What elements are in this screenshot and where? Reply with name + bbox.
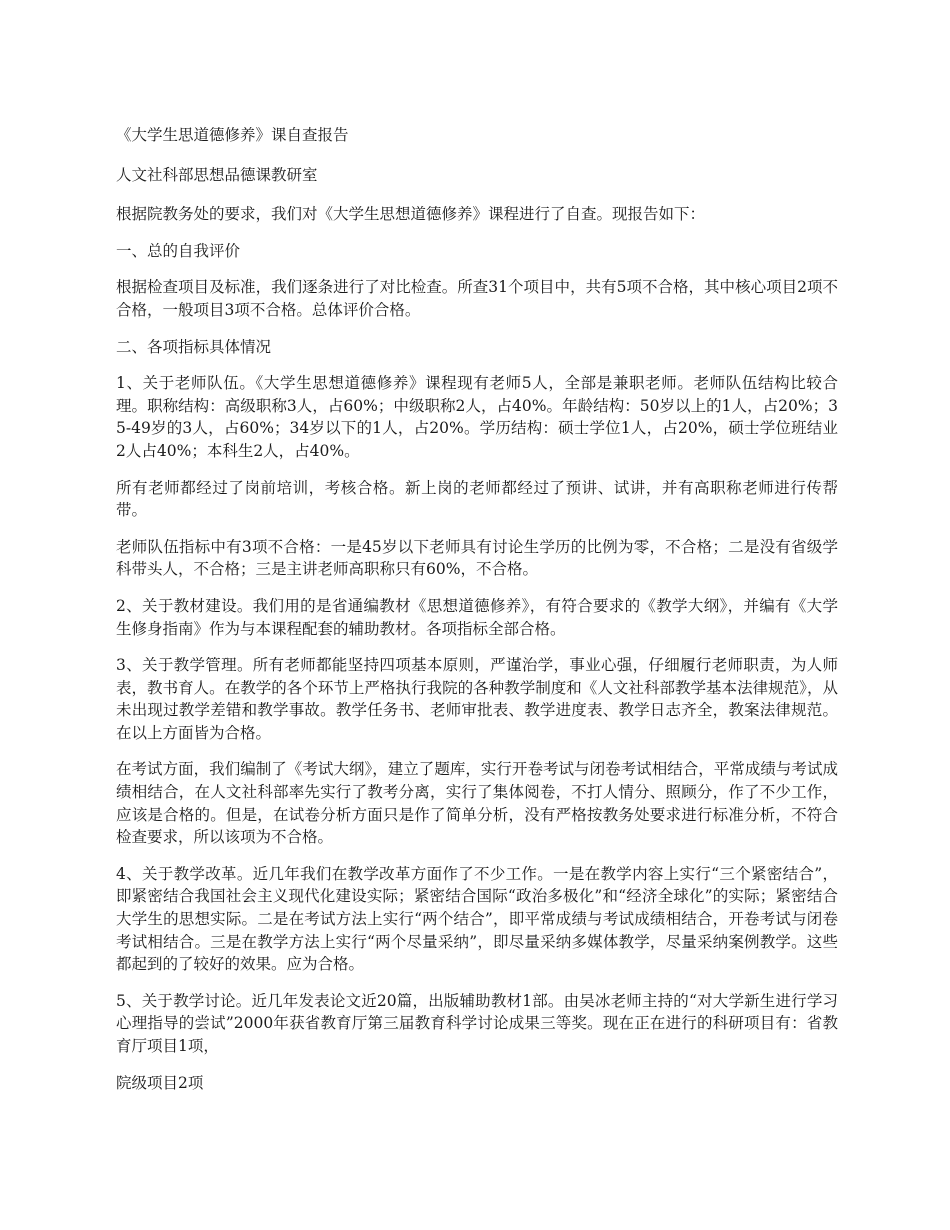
document-page xyxy=(116,124,838,1108)
teacher-unqualified-paragraph: 老师队伍指标中有3项不合格：一是45岁以下老师具有讨论生学历的比例为零，不合格；二是没有省级学科带头人，不合格；三是主讲老师高职称只有60%，不合格。 xyxy=(116,537,838,579)
training-paragraph: 所有老师都经过了岗前培训，考核合格。新上岗的老师都经过了预讲、试讲，并有高职称老师进行传帮带。 xyxy=(116,478,838,520)
exam-paragraph: 在考试方面，我们编制了《考试大纲》，建立了题库，实行开卷考试与闭卷考试相结合，平常成绩与考试成绩相结合，在人文社科部率先实行了教考分离，实行了集体阅卷，不打人情分、照顾分，作了不少工作，应该是合格的。但是，在试卷分析方面只是作了简单分析，没有严格按教务处要求进行标准分析，不符合检查要求，所以该项为不合格。 xyxy=(116,760,838,847)
teaching-reform-paragraph: 4、关于教学改革。近几年我们在教学改革方面作了不少工作。一是在教学内容上实行“三个紧密结合”，即紧密结合我国社会主义现代化建设实际；紧密结合国际“政治多极化”和“经济全球化”的实际；紧密结合大学生的思想实际。二是在考试方法上实行“两个结合”，即平常成绩与考试成绩相结合，开卷考试与闭卷考试相结合。三是在教学方法上实行“两个尽量采纳”，即尽量采纳多媒体教学，尽量采纳案例教学。这些都起到的了较好的效果。应为合格。 xyxy=(116,864,838,974)
teaching-management-paragraph: 3、关于教学管理。所有老师都能坚持四项基本原则，严谨治学，事业心强，仔细履行老师职责，为人师表，教书育人。在教学的各个环节上严格执行我院的各种教学制度和《人文社科部教学基本法律规范》，从未出现过教学差错和教学事故。教学任务书、老师审批表、教学进度表、教学日志齐全，教案法律规范。在以上方面皆为合格。 xyxy=(116,656,838,742)
college-projects-line: 院级项目2项 xyxy=(116,1073,204,1092)
teacher-team-paragraph: 1、关于老师队伍。《大学生思想道德修养》课程现有老师5人，全部是兼职老师。老师队伍结构比较合理。职称结构：高级职称3人，占60%；中级职称2人，占40%。年龄结构：50岁以上的1人，占20%；35-49岁的3人，占60%；34岁以下的1人，占20%。学历结构：硕士学位1人，占20%，硕士学位班结业2人占40%；本科生2人，占40%。 xyxy=(116,374,838,460)
department-line: 人文社科部思想品德课教研室 xyxy=(116,165,318,184)
section-heading-self-evaluation: 一、总的自我评价 xyxy=(116,241,241,260)
document-title: 《大学生思道德修养》课自查报告 xyxy=(116,126,349,144)
textbook-paragraph: 2、关于教材建设。我们用的是省通编教材《思想道德修养》，有符合要求的《教学大纲》，并编有《大学生修身指南》作为与本课程配套的辅助教材。各项指标全部合格。 xyxy=(116,596,838,638)
intro-paragraph: 根据院教务处的要求，我们对《大学生思想道德修养》课程进行了自查。现报告如下： xyxy=(116,205,706,224)
research-paragraph: 5、关于教学讨论。近几年发表论文近20篇，出版辅助教材1部。由吴冰老师主持的“对大学新生进行学习心理指导的尝试”2000年获省教育厅第三届教育科学讨论成果三等奖。现在正在进行的科研项目有：省教育厅项目1项， xyxy=(116,991,838,1055)
section-heading-indicators: 二、各项指标具体情况 xyxy=(116,337,272,356)
self-evaluation-paragraph: 根据检查项目及标准，我们逐条进行了对比检查。所查31个项目中，共有5项不合格，其中核心项目2项不合格，一般项目3项不合格。总体评价合格。 xyxy=(116,278,838,319)
